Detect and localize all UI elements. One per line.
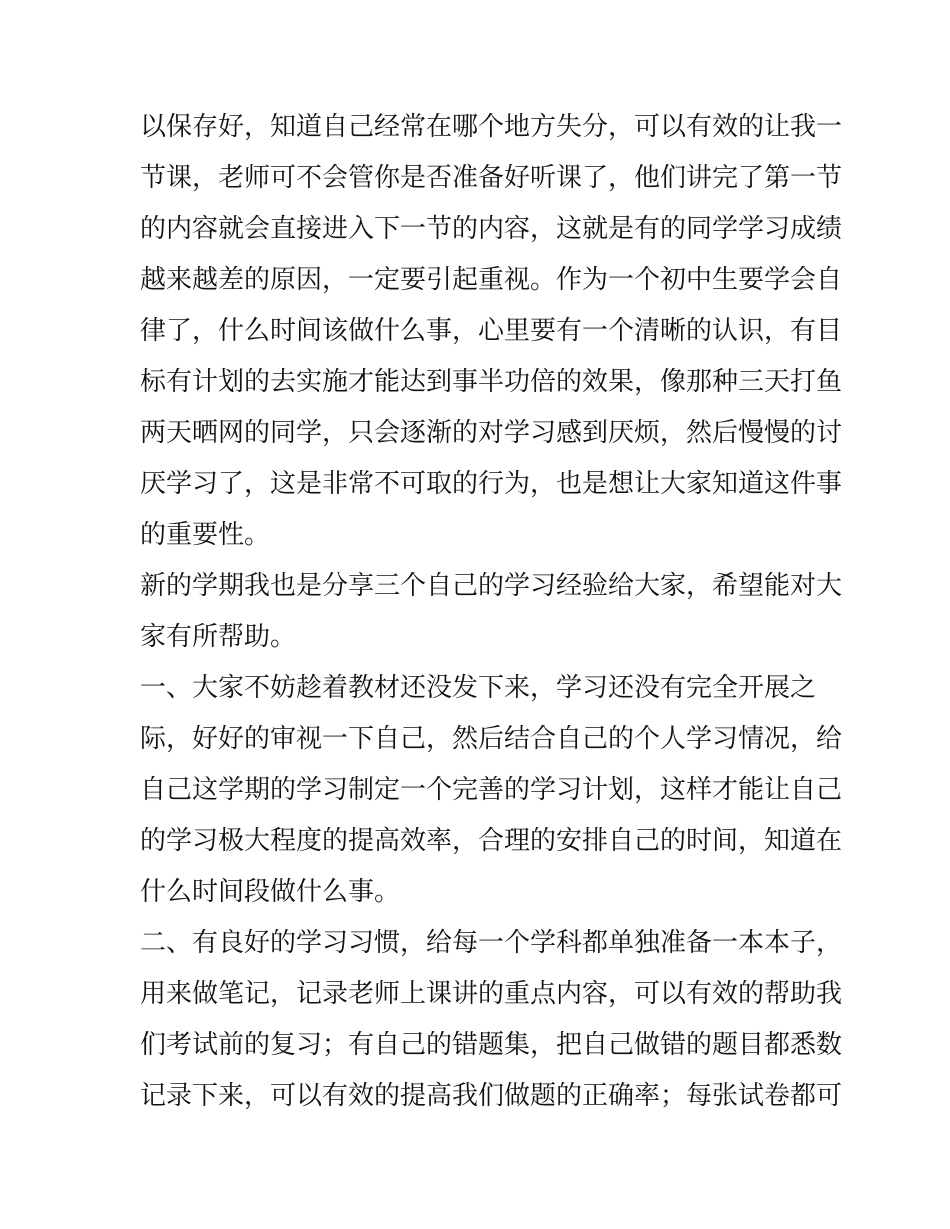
text-line: 们考试前的复习；有自己的错题集，把自己做错的题目都悉数: [140, 1030, 843, 1060]
text-line: 二、有良好的学习习惯，给每一个学科都单独准备一本本子，: [140, 928, 843, 958]
text-line: 什么时间段做什么事。: [140, 877, 401, 907]
text-line: 的学习极大程度的提高效率，合理的安排自己的时间，知道在: [140, 826, 843, 856]
text-line: 际，好好的审视一下自己，然后结合自己的个人学习情况，给: [140, 724, 843, 754]
body-text: [140, 102, 843, 1122]
text-line: 越来越差的原因，一定要引起重视。作为一个初中生要学会自: [140, 265, 843, 295]
text-line: 律了，什么时间该做什么事，心里要有一个清晰的认识，有目: [140, 316, 843, 346]
text-line: 新的学期我也是分享三个自己的学习经验给大家，希望能对大: [140, 571, 843, 601]
text-line: 家有所帮助。: [140, 622, 297, 652]
text-line: 记录下来，可以有效的提高我们做题的正确率；每张试卷都可: [140, 1081, 843, 1111]
text-line: 两天晒网的同学，只会逐渐的对学习感到厌烦，然后慢慢的讨: [140, 418, 843, 448]
text-line: 厌学习了，这是非常不可取的行为，也是想让大家知道这件事: [140, 469, 843, 499]
text-line: 以保存好，知道自己经常在哪个地方失分，可以有效的让我一: [140, 112, 843, 142]
text-line: 自己这学期的学习制定一个完善的学习计划，这样才能让自己: [140, 775, 843, 805]
text-line: 的重要性。: [140, 520, 271, 550]
text-line: 的内容就会直接进入下一节的内容，这就是有的同学学习成绩: [140, 214, 843, 244]
text-line: 一、大家不妨趁着教材还没发下来，学习还没有完全开展之: [140, 673, 817, 703]
text-line: 用来做笔记，记录老师上课讲的重点内容，可以有效的帮助我: [140, 979, 843, 1009]
text-line: 标有计划的去实施才能达到事半功倍的效果，像那种三天打鱼: [140, 367, 843, 397]
text-line: 节课，老师可不会管你是否准备好听课了，他们讲完了第一节: [140, 163, 843, 193]
